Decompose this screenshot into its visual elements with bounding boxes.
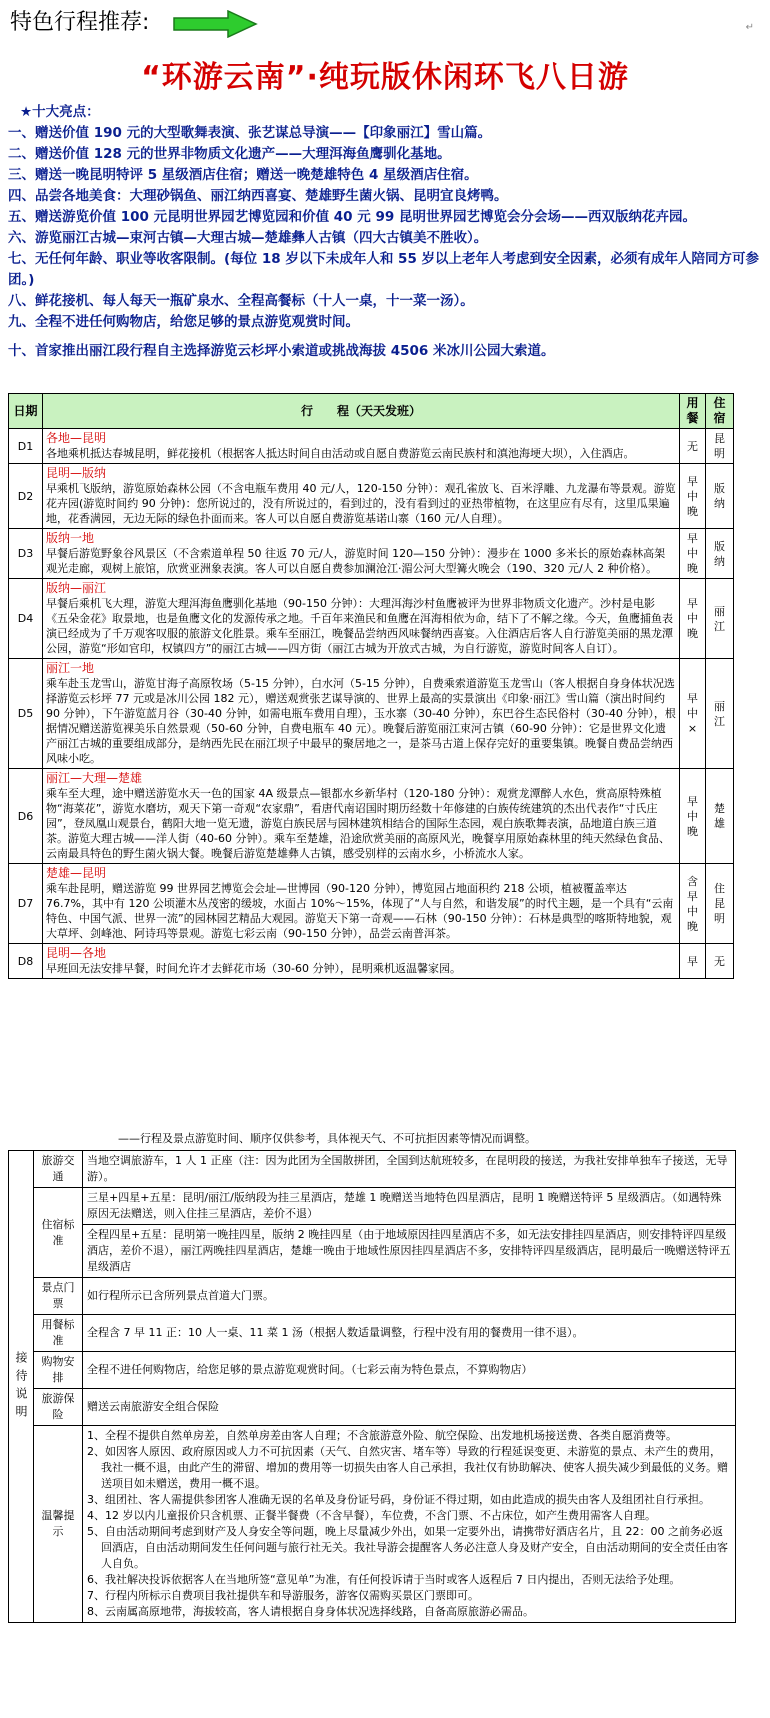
stay-cell [706,944,734,979]
stay-cell [706,429,734,464]
itinerary-row [9,429,734,464]
stay-value: 丽江 [714,604,725,633]
route-title: 昆明—各地 [46,946,107,960]
stay-cell [706,864,734,944]
header-day: 日期 [9,394,43,429]
stay-cell [706,464,734,529]
page-header [10,8,760,42]
day-label: D3 [17,547,34,560]
meal-cell [680,464,706,529]
meal-value: 早 [687,954,698,968]
day-label: D4 [17,612,34,625]
meal-cell [680,944,706,979]
right-arrow-icon [172,10,258,38]
tips-list [83,1426,736,1623]
meal-value: 早中晚 [687,532,698,575]
stay-cell [706,659,734,769]
day-cell [9,579,43,659]
highlight-item: 一、赠送价值 190 元的大型歌舞表演、张艺谋总导演——【印象丽江】雪山篇。 [8,125,492,141]
route-cell [43,864,680,944]
day-cell [9,529,43,579]
tip-item: 4、12 岁以内儿童报价只含机票、正餐半餐费（不含早餐），车位费，不含门票、不占床位，如产生费用需客人自理。 [87,1509,656,1522]
stay-value: 无 [714,954,725,968]
stay-value: 住昆明 [714,882,725,925]
tip-item: 3、组团社、客人需提供参团客人准确无误的名单及身份证号码，身份证不得过期，如由此造成的损失由客人及组团社自行承担。 [87,1493,710,1506]
route-description: 早乘机飞版纳，游览原始森林公园（不含电瓶车费用 40 元/人，120-150 分钟）：观孔雀放飞、百米浮雕、九龙瀑布等景观。游览花卉园(游览时间约 90 分钟)：您所说过的，没有所说过的，看到过的，没有看到过的亚热带植物，在这里应有尽有，这里瓜果遍地，花香满园，无边无际的绿色扑面而来。客人可以自愿自费游览基诺山寨（160 元/人自理）。 [46,482,676,525]
route-title: 昆明—版纳 [46,466,107,480]
itinerary-row [9,659,734,769]
stay-value: 丽江 [714,699,725,728]
day-cell [9,659,43,769]
text-meals: 全程含 7 早 11 正：10 人一桌、11 菜 1 汤（根据人数适量调整，行程中没有用的餐费用一律不退）。 [83,1315,736,1352]
route-description: 早餐后游览野象谷风景区（不含索道单程 50 往返 70 元/人，游览时间 120—150 分钟）：漫步在 1000 多米长的原始森林高架观光走廊，观树上旅馆，欣赏亚洲象表演。客人可以自愿自费参加澜沧江·湄公河大型篝火晚会（190、320 元/人 2 种价格）。 [46,547,666,575]
highlight-item: 四、品尝各地美食：大理砂锅鱼、丽江纳西喜宴、楚雄野生菌火锅、昆明宜良烤鸭。 [8,188,508,204]
route-title: 各地—昆明 [46,431,107,445]
meal-cell [680,529,706,579]
info-row-insurance [9,1389,736,1426]
tip-item: 5、自由活动期间考虑到财产及人身安全等问题，晚上尽量减少外出，如果一定要外出，请携带好酒店名片，且 22：00 之前务必返回酒店，自由活动期间发生任何问题与旅行社无关。我社导游会提醒客人务必注意人身及财产安全，自由活动期间的安全责任由客人自负。 [87,1525,728,1570]
itinerary-row [9,769,734,864]
meal-cell [680,864,706,944]
meal-cell [680,429,706,464]
info-row-hotel-2 [9,1225,736,1278]
route-description: 早班回无法安排早餐，时间允许才去鲜花市场（30-60 分钟），昆明乘机返温馨家园。 [46,962,461,975]
route-title: 楚雄—昆明 [46,866,107,880]
route-cell [43,659,680,769]
day-cell [9,944,43,979]
meal-value: 早中晚 [687,474,698,518]
text-hotel-1: 三星+四星+五星：昆明/丽江/版纳段为挂三星酒店，楚雄 1 晚赠送当地特色四星酒店，昆明 1 晚赠送特评 5 星级酒店。（如遇特殊原因无法赠送，则入住挂三星酒店，差价不退） [83,1188,736,1225]
tip-item: 1、全程不提供自然单房差，自然单房差由客人自理；不含旅游意外险、航空保险、出发地机场接送费、各类自愿消费等。 [87,1429,677,1442]
highlight-item: 六、游览丽江古城—束河古镇—大理古城—楚雄彝人古镇（四大古镇美不胜收）。 [8,230,488,246]
route-description: 乘车至大理，途中赠送游览水天一色的国家 4A 级景点—银都水乡新华村（120-180 分钟）：观赏龙潭醉人水色，赏高原特殊植物“海菜花”，游览水磨坊，观天下第一奇观“农家鼎”，看唐代南诏国时期历经数十年修建的白族传统建筑的杰出代表作“寸氏庄园”，登凤凰山观景台，鹤阳大地一览无遗，游览白族民居与园林建筑相结合的国际生态园，观白族歌舞表演，品地道白族三道茶。游览大理古城——洋人街（40-60 分钟）。乘车至楚雄，沿途欣赏美丽的高原风光，晚餐享用原始森林里的纯天然绿色食品、云南最具特色的野生菌火锅大餐。晚餐后游览楚雄彝人古镇，感受别样的云南水乡，小桥流水人家。 [46,787,670,860]
info-row-tickets [9,1278,736,1315]
route-cell [43,944,680,979]
label-insurance: 旅游保险 [34,1389,83,1426]
route-title: 丽江一地 [46,661,95,675]
stay-value: 版纳 [714,539,725,568]
header-route: 行 程（天天发班） [43,394,680,429]
route-description: 乘车赴昆明，赠送游览 99 世界园艺博览会会址—世博园（90-120 分钟），博览园占地面积约 218 公顷，植被覆盖率达 76.7%，其中有 120 公顷灌木丛茂密的缓坡，水面占 10%～15%，体现了“人与自然，和谐发展”的时代主题，是一个具有“云南特色、中国气派、世界一流”的园林园艺精品大观园。游览天下第一奇观——石林（90-150 分钟）：石林是典型的喀斯特地貌，观大草坪、剑峰池、阿诗玛等景观。游览七彩云南（90-150 分钟），品尝云南普洱茶。 [46,882,674,940]
tip-item: 7、行程内所标示自费项目我社提供车和导游服务，游客仅需购买景区门票即可。 [87,1589,479,1602]
label-meals: 用餐标准 [34,1315,83,1352]
tip-item: 6、我社解决投诉依据客人在当地所签“意见单”为准，有任何投诉请于当时或客人返程后 7 日内提出，否则无法给予处理。 [87,1573,681,1586]
highlights-list [8,123,763,333]
route-cell [43,579,680,659]
stay-cell [706,579,734,659]
highlight-item: 七、无任何年龄、职业等收客限制。(每位 18 岁以下未成年人和 55 岁以上老年人考虑到安全因素，必须有成年人陪同方可参团。) [8,251,760,288]
info-row-meals [9,1315,736,1352]
route-cell [43,529,680,579]
meal-value: 早中晚 [687,597,698,640]
stay-value: 楚雄 [714,802,725,830]
route-description: 乘车赴玉龙雪山，游览甘海子高原牧场（5-15 分钟），白水河（5-15 分钟），自费乘索道游览玉龙雪山（客人根据自身身体状况选择游览云杉坪 77 元或是冰川公园 182 元），赠送观赏张艺谋导演的、世界上最高的实景演出《印象·丽江》雪山篇（演出时间约 90 分钟），下午游览蓝月谷（30-40 分钟，如需电瓶车费用自理），玉水寨（30-40 分钟），东巴谷生态民俗村（30-40 分钟），根据情况赠送游览裸美乐自然景观（50-60 分钟，自费电瓶车 40 元）。晚餐后游览丽江束河古镇（60-90 分钟）：它是世界文化遗产丽江古城的重要组成部分，是纳西先民在丽江坝子中最早的聚居地之一，是茶马古道上保存完好的重要集镇。晚餐自费品尝纳西风味小吃。 [46,677,676,765]
text-tickets: 如行程所示已含所列景点首道大门票。 [83,1278,736,1315]
day-label: D6 [17,809,34,823]
label-tickets: 景点门票 [34,1278,83,1315]
route-title: 丽江—大理—楚雄 [46,771,143,785]
stay-cell [706,769,734,864]
text-shopping: 全程不进任何购物店，给您足够的景点游览观赏时间。（七彩云南为特色景点，不算购物店） [83,1352,736,1389]
route-description: 各地乘机抵达春城昆明，鲜花接机（根据客人抵达时间自由活动或自愿自费游览云南民族村和滇池海埂大坝），入住酒店。 [46,447,635,460]
service-info-table [8,1150,736,1623]
route-description: 早餐后乘机飞大理，游览大理洱海鱼鹰驯化基地（90-150 分钟）：大理洱海沙村鱼鹰被评为世界非物质文化遗产。沙村是电影《五朵金花》取景地，也是鱼鹰文化的发源传承之地。千百年来渔民和鱼鹰在洱海相依为命，结下了不解之缘。今天，鱼鹰捕鱼表演已经成为了千万观客叹服的旅游文化胜景。乘车至丽江，晚餐品尝纳西风味餐纳西喜宴。入住酒店后客人自行游览美丽的黑龙潭公园，游览“形如官印，权镇四方”的丽江古城——四方街（丽江古城为开放式古城，为自行游览，游览时间客人自订）。 [46,597,673,655]
itinerary-row [9,579,734,659]
highlight-item: 五、赠送游览价值 100 元昆明世界园艺博览园和价值 40 元 99 昆明世界园艺博览会分会场——西双版纳花卉园。 [8,209,696,225]
section-heading: 特色行程推荐: [10,10,150,35]
star-icon: ★ [20,104,33,120]
stay-cell [706,529,734,579]
itinerary-row [9,529,734,579]
highlights-section [8,102,763,362]
day-cell [9,769,43,864]
day-cell [9,464,43,529]
itinerary-row [9,864,734,944]
tip-item: 2、如因客人原因、政府原因或人力不可抗因素（天气、自然灾害、堵车等）导致的行程延误变更、未游览的景点、未产生的费用，我社一概不退，由此产生的滞留、增加的费用等一切损失由客人自己承担，我社仅有协助解决、使客人损失减少到最低的义务。赠送项目如未赠送，费用一概不退。 [87,1445,728,1490]
info-row-transport [9,1151,736,1188]
day-cell [9,429,43,464]
info-row-tips [9,1426,736,1623]
meal-value: 早中× [687,692,698,735]
header-stay: 住宿 [706,394,734,429]
day-label: D1 [17,439,34,453]
route-cell [43,429,680,464]
header-meal: 用餐 [680,394,706,429]
route-title: 版纳—丽江 [46,581,107,595]
info-row-shopping [9,1352,736,1389]
label-transport: 旅游交通 [34,1151,83,1188]
day-label: D7 [17,897,34,910]
label-tips: 温馨提示 [34,1426,83,1623]
route-cell [43,769,680,864]
highlight-item: 三、赠送一晚昆明特评 5 星级酒店住宿；赠送一晚楚雄特色 4 星级酒店住宿。 [8,167,478,183]
side-label: 接待说明 [9,1151,34,1623]
paragraph-mark: ↵ [745,22,754,33]
route-title: 版纳一地 [46,531,95,545]
tip-item: 8、云南属高原地带，海拔较高，客人请根据自身身体状况选择线路，自备高原旅游必需品。 [87,1605,534,1618]
highlight-item: 九、全程不进任何购物店，给您足够的景点游览观赏时间。 [8,314,359,330]
meal-value: 无 [687,439,698,453]
meal-cell [680,769,706,864]
itinerary-note: ——行程及景点游览时间、顺序仅供参考，具体视天气、不可抗拒因素等情况而调整。 [118,1132,536,1145]
itinerary-header-row [9,394,734,429]
text-insurance: 赠送云南旅游安全组合保险 [83,1389,736,1426]
meal-cell [680,579,706,659]
label-shopping: 购物安排 [34,1352,83,1389]
day-label: D5 [17,707,34,720]
meal-cell [680,659,706,769]
itinerary-table [8,393,734,979]
highlights-heading: ★十大亮点： [20,104,100,120]
highlight-item: 二、赠送价值 128 元的世界非物质文化遗产——大理洱海鱼鹰驯化基地。 [8,146,451,162]
route-cell [43,464,680,529]
day-label: D2 [17,489,34,503]
itinerary-row [9,944,734,979]
stay-value: 版纳 [714,482,725,510]
day-label: D8 [17,954,34,968]
info-row-hotel [9,1188,736,1225]
text-transport: 当地空调旅游车，1 人 1 正座（注：因为此团为全国散拼团，全国到达航班较多，在昆明段的接送，为我社安排单独车子接送，无导游）。 [83,1151,736,1188]
meal-value: 含早中晚 [687,874,698,933]
itinerary-row [9,464,734,529]
text-hotel-2: 全程四星+五星：昆明第一晚挂四星，版纳 2 晚挂四星（由于地域原因挂四星酒店不多，如无法安排挂四星酒店，则安排特评四星级酒店，差价不退），丽江两晚挂四星酒店，楚雄一晚由于地域性原因挂四星酒店不多，安排特评四星级酒店，昆明最后一晚赠送特评五星级酒店 [83,1225,736,1278]
day-cell [9,864,43,944]
meal-value: 早中晚 [687,794,698,838]
tour-title: “环游云南”·纯玩版休闲环飞八日游 [141,60,629,95]
stay-value: 昆明 [714,432,725,460]
highlight-item: 八、鲜花接机、每人每天一瓶矿泉水、全程高餐标（十人一桌，十一菜一汤）。 [8,293,474,309]
label-hotel: 住宿标准 [34,1188,83,1278]
highlight-item-10: 十、首家推出丽江段行程自主选择游览云杉坪小索道或挑战海拔 4506 米冰川公园大索道。 [8,343,555,359]
